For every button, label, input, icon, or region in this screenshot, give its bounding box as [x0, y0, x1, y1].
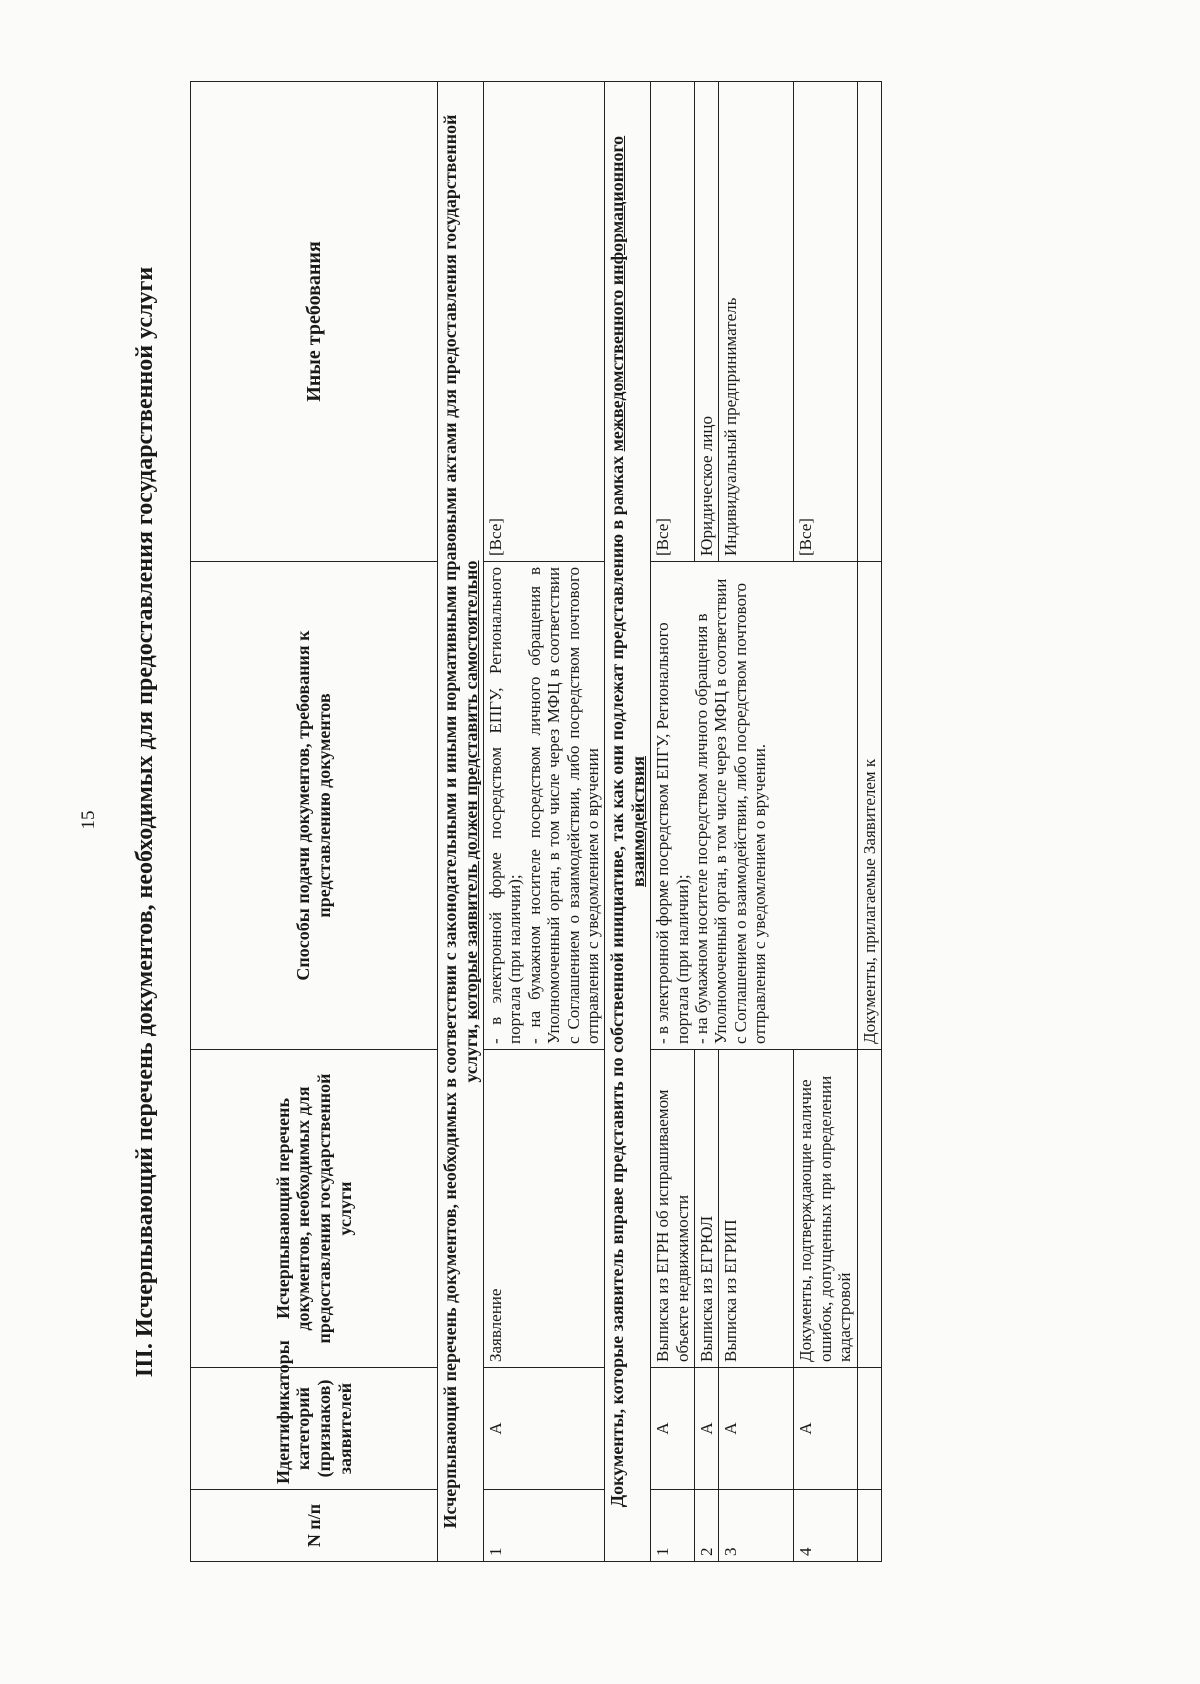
row-document: Выписка из ЕГРИП: [719, 1050, 794, 1368]
row-other: [Все]: [651, 82, 695, 562]
rotated-document-page: [70, 82, 1130, 1562]
row-num: 2: [695, 1490, 719, 1562]
row-category: А: [484, 1368, 605, 1490]
header-methods: Способы подачи документов, требования к представлению документов: [191, 562, 438, 1050]
row-category: А: [651, 1368, 695, 1490]
row-num: 1: [651, 1490, 695, 1562]
row-document: Заявление: [484, 1050, 605, 1368]
row-method-shared: - в электронной форме посредством ЕПГУ, Регионального портала (при наличии); - на бумажном носителе посредством личного обращения в Уполномоченный орган, в том числе через МФЦ в соответствии с Соглашением о взаимодействии, либо посредством почтового отправления с уведомлением о вручении.: [651, 562, 857, 1050]
section2-title: Документы, которые заявитель вправе представить по собственной инициативе, так как они подлежат представлению в рамках межведомственного информационного взаимодействия: [605, 82, 651, 1562]
header-documents: Исчерпывающий перечень документов, необходимых для предоставления государственной услуги: [191, 1050, 438, 1368]
row-document: Выписка из ЕГРН об испрашиваемом объекте недвижимости: [651, 1050, 695, 1368]
row-category: А: [695, 1368, 719, 1490]
table-row: [651, 82, 695, 1562]
row-other: Индивидуальный предприниматель: [719, 82, 794, 562]
page-title: III. Исчерпывающий перечень документов, необходимых для предоставления государственной услуги: [132, 266, 158, 1378]
table-row-continued: [857, 82, 881, 1562]
header-other: Иные требования: [191, 82, 438, 562]
row-other: [Все]: [794, 82, 857, 562]
row-num: 1: [484, 1490, 605, 1562]
page-number: 15: [78, 810, 99, 830]
section-header-row: [438, 82, 484, 1562]
row-other: [Все]: [484, 82, 605, 562]
row-num: 3: [719, 1490, 794, 1562]
row-category: А: [719, 1368, 794, 1490]
header-num: N п/п: [191, 1490, 438, 1562]
row-other: Юридическое лицо: [695, 82, 719, 562]
documents-table: [190, 81, 882, 1562]
header-category: Идентификаторы категорий (признаков) заявителей: [191, 1368, 438, 1490]
row-num: 4: [794, 1490, 857, 1562]
table-header-row: [191, 82, 438, 1562]
row-method-continued: Документы, прилагаемые Заявителем к: [857, 562, 881, 1050]
section-header-row: [605, 82, 651, 1562]
section1-title: Исчерпывающий перечень документов, необходимых в соответствии с законодательными и иными нормативными правовыми актами для предоставления государственной услуги, которые заявитель должен представить самостоятельно: [438, 82, 484, 1562]
row-method: - в электронной форме посредством ЕПГУ, Регионального портала (при наличии); - на бумажном носителе посредством личного обращения в Уполномоченный орган, в том числе через МФЦ в соответствии с Соглашением о взаимодействии, либо посредством почтового отправления с уведомлением о вручении: [484, 562, 605, 1050]
table-row: [484, 82, 605, 1562]
row-document: Документы, подтверждающие наличие ошибок, допущенных при определении кадастровой: [794, 1050, 857, 1368]
row-document: Выписка из ЕГРЮЛ: [695, 1050, 719, 1368]
row-category: А: [794, 1368, 857, 1490]
